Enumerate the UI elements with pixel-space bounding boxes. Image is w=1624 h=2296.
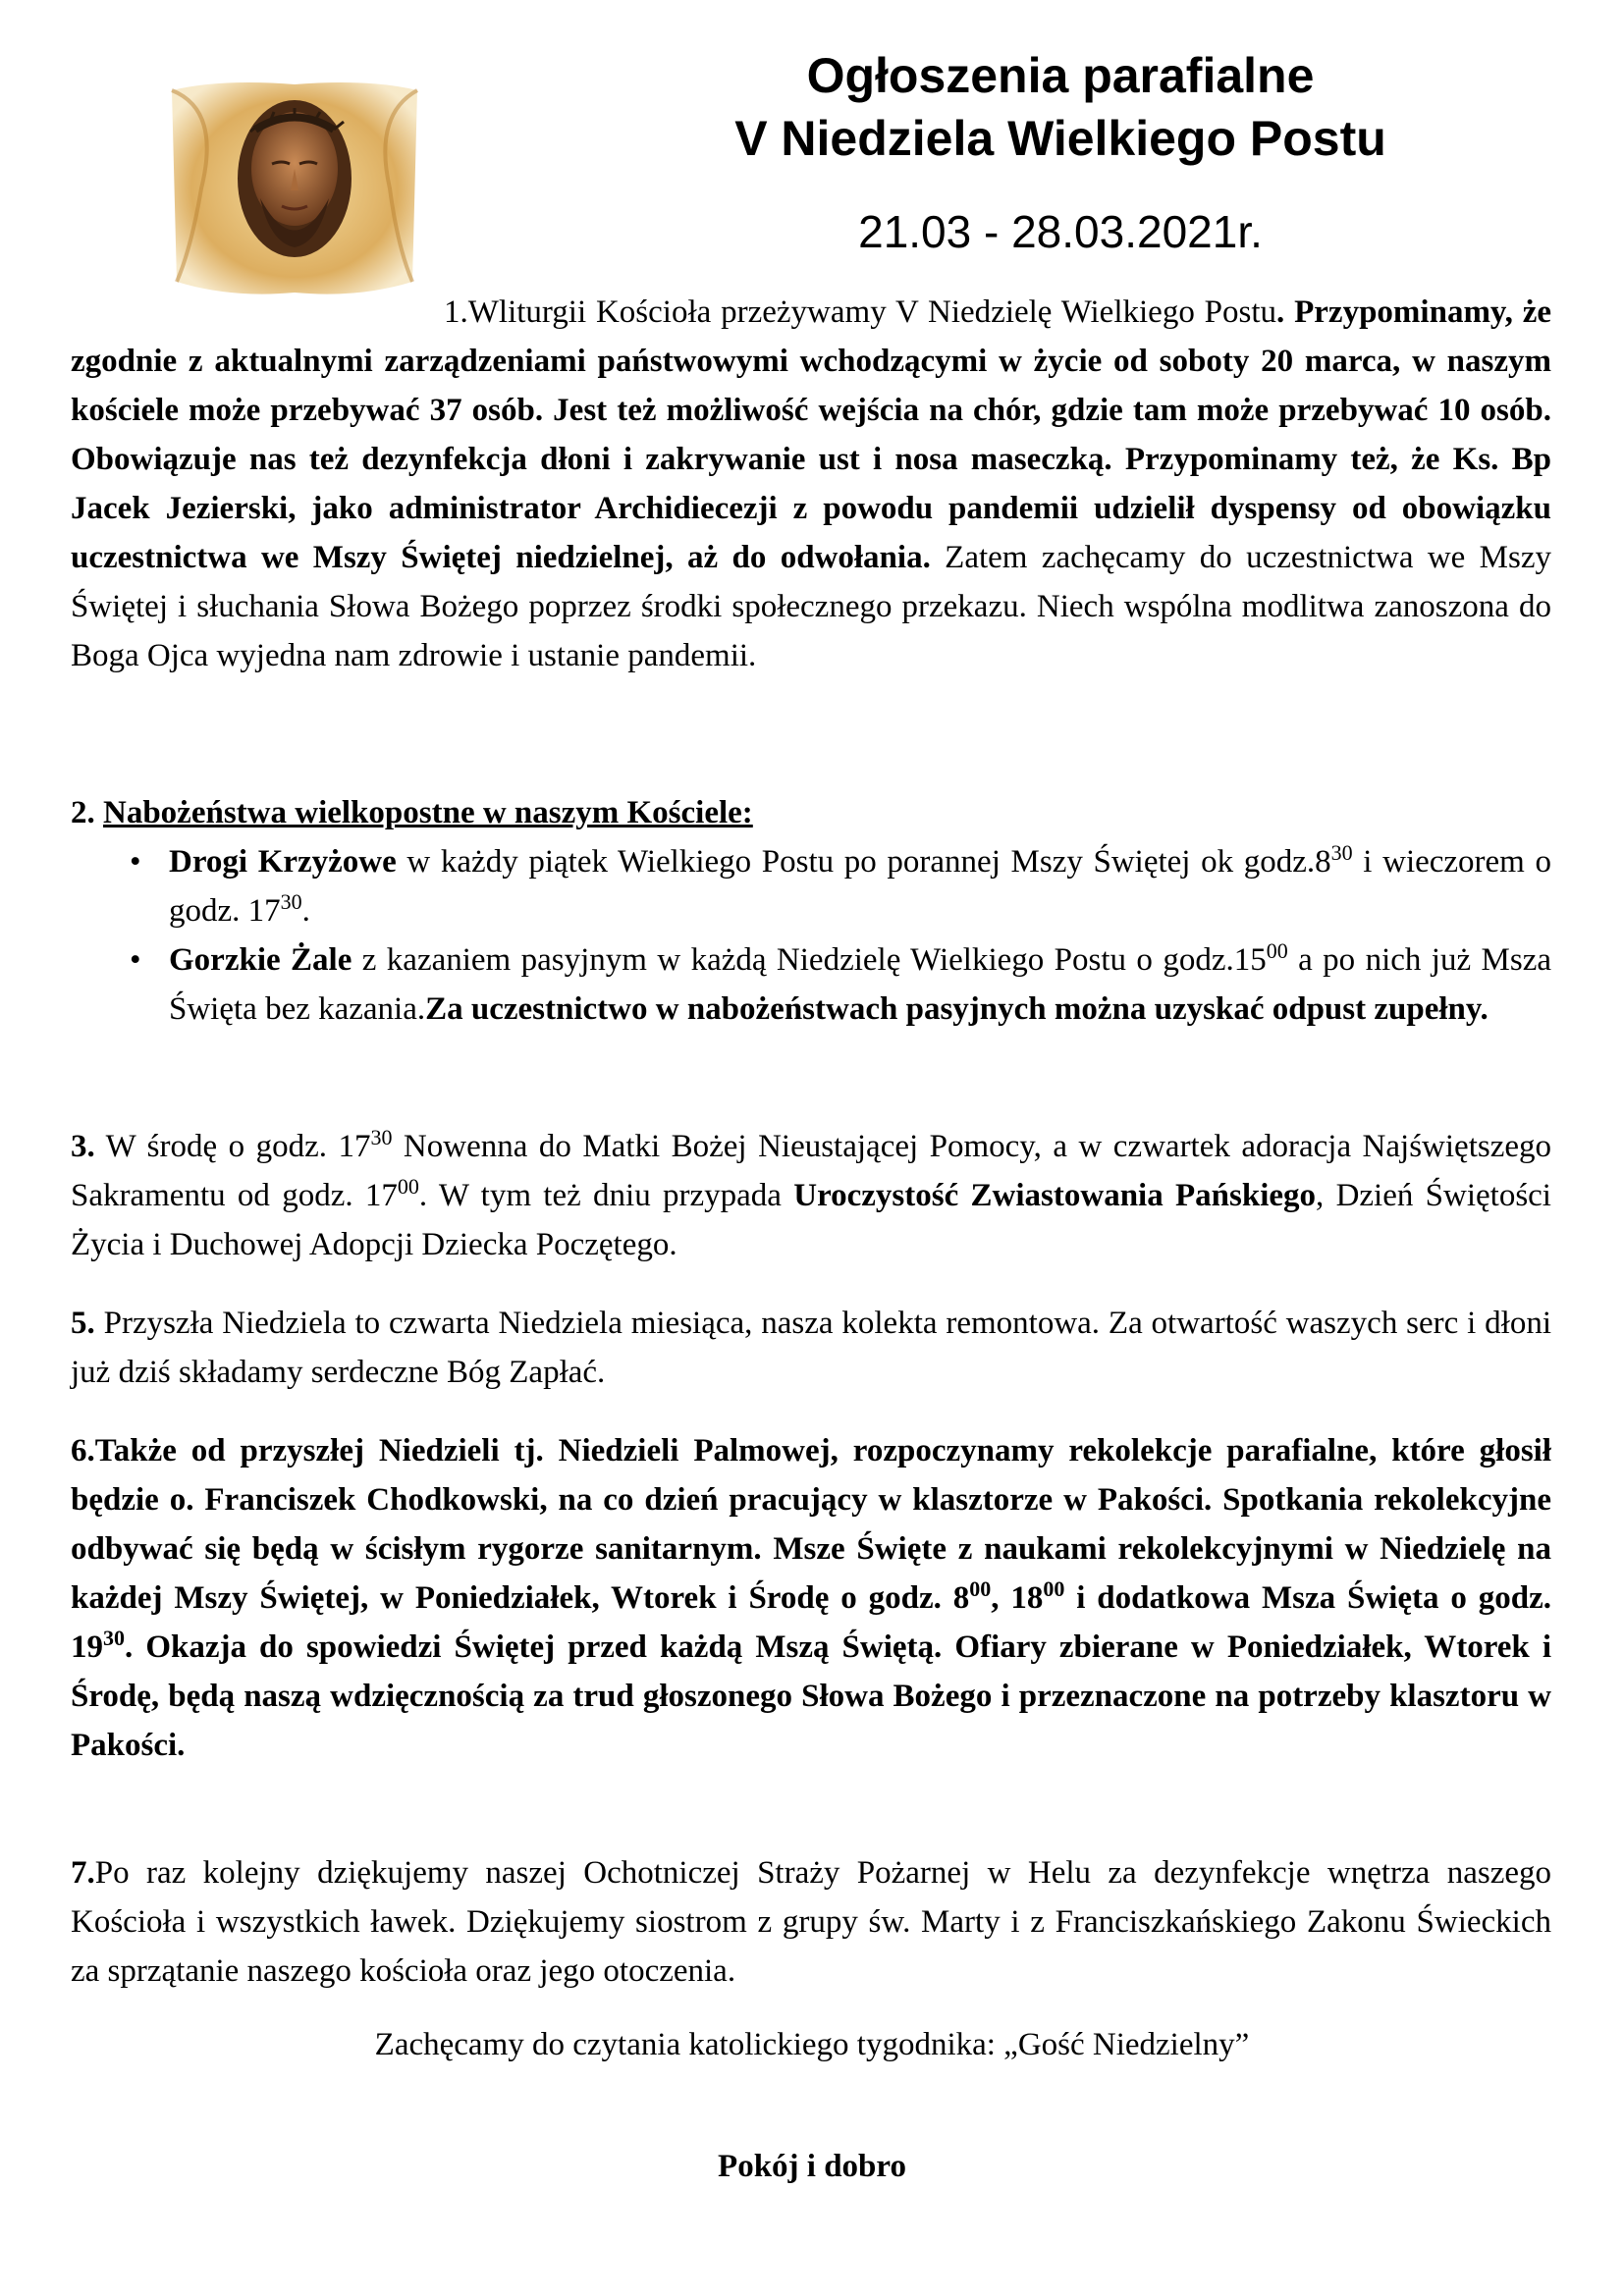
announcement-5	[71, 1299, 1551, 1397]
text: Przyszła Niedziela to czwarta Niedziela miesiąca, nasza kolekta remontowa. Za otwartość waszych serc i dłoni już dziś składamy serdeczne Bóg Zapłać.	[71, 1306, 1551, 1390]
announcement-6	[71, 1426, 1551, 1770]
bullet-icon: •	[130, 844, 141, 880]
time-minutes: 30	[280, 889, 302, 914]
text: , Dzień Świętości Życia i Duchowej Adopcji Dziecka Poczętego.	[71, 1178, 1551, 1262]
announcement-7-number: 7.	[71, 1855, 95, 1891]
text: Nowenna do Matki Bożej Nieustającej Pomocy, a w czwartek adoracja Najświętszego Sakramentu od godz. 17	[71, 1129, 1551, 1213]
announcement-1-lead: Wliturgii Kościoła przeżywamy V Niedzielę Wielkiego Postu	[467, 294, 1277, 330]
time-minutes: 00	[969, 1576, 992, 1601]
devotion-text: i wieczorem o godz. 17	[169, 844, 1551, 929]
devotion-name: Gorzkie Żale	[169, 942, 352, 978]
announcement-1-rest: Zatem zachęcamy do uczestnictwa we Mszy Świętej i słuchania Słowa Bożego poprzez środki społecznego przekazu. Niech wspólna modlitwa zanoszona do Boga Ojca wyjedna nam zdrowie i ustanie pandemii.	[71, 540, 1551, 673]
text: . W tym też dniu przypada	[418, 1178, 794, 1213]
indulgence-note: Za uczestnictwo w nabożeństwach pasyjnych można uzyskać odpust zupełny.	[425, 991, 1489, 1027]
list-item-bitter-lamentations	[71, 935, 1551, 1034]
announcement-2-number: 2.	[71, 795, 103, 830]
devotion-text: w każdy piątek Wielkiego Postu po porannej Mszy Świętej ok godz.8	[396, 844, 1331, 880]
announcement-3-number: 3.	[71, 1129, 95, 1164]
text: Po raz kolejny dziękujemy naszej Ochotniczej Straży Pożarnej w Helu za dezynfekcje wnętrza naszego Kościoła i wszystkich ławek. Dziękujemy siostrom z grupy św. Marty i z Franciszkańskiego Zakonu Świeckich za sprzątanie naszego kościoła oraz jego otoczenia.	[71, 1855, 1551, 1989]
devotions-list	[71, 837, 1551, 1034]
devotion-name: Drogi Krzyżowe	[169, 844, 397, 880]
date-range: 21.03 - 28.03.2021r.	[858, 206, 1263, 257]
announcement-2-heading: Nabożeństwa wielkopostne w naszym Kościele:	[103, 795, 753, 830]
list-item-stations-of-cross	[71, 837, 1551, 935]
text: i dodatkowa Msza Święta o godz. 19	[71, 1580, 1551, 1665]
announcement-3	[71, 1122, 1551, 1269]
time-minutes: 30	[370, 1125, 393, 1149]
announcement-7	[71, 1848, 1551, 1996]
text: . Okazja do spowiedzi Świętej przed każdą Mszą Świętą. Ofiary zbierane w Poniedziałek, Wtorek i Środę, będą naszą wdzięcznością za trud głoszonego Słowa Bożego i przeznaczone na potrzeby klasztoru w Pakości.	[71, 1629, 1551, 1763]
devotion-text: z kazaniem pasyjnym w każdą Niedzielę Wielkiego Postu o godz.15	[352, 942, 1267, 978]
closing-greeting: Pokój i dobro	[718, 2149, 906, 2184]
announcement-1-bold: . Przypominamy, że zgodnie z aktualnymi zarządzeniami państwowymi wchodzącymi w życie od soboty 20 marca, w naszym kościele może przebywać 37 osób. Jest też możliwość wejścia na chór, gdzie tam może przebywać 10 osób. Obowiązuje nas też dezynfekcja dłoni i zakrywanie ust i nosa maseczką. Przypominamy też, że Ks. Bp Jacek Jezierski, jako administrator Archidiecezji z powodu pandemii udzielił dyspensy od obowiązku uczestnictwa we Mszy Świętej niedzielnej, aż do odwołania.	[71, 294, 1551, 575]
time-minutes: 30	[103, 1626, 125, 1650]
feast-name: Uroczystość Zwiastowania Pańskiego	[793, 1178, 1317, 1213]
bullet-icon: •	[130, 942, 141, 978]
devotion-text: a po nich już Msza Święta bez kazania.	[169, 942, 1551, 1027]
announcement-1	[71, 288, 1551, 680]
time-minutes: 00	[1266, 938, 1288, 963]
time-minutes: 00	[1043, 1576, 1065, 1601]
announcement-2-heading-line	[71, 788, 1551, 837]
page-subtitle: V Niedziela Wielkiego Postu	[734, 111, 1386, 166]
announcement-5-number: 5.	[71, 1306, 95, 1341]
devotion-text: .	[301, 893, 310, 929]
time-minutes: 00	[397, 1174, 419, 1199]
text: , 18	[991, 1580, 1044, 1616]
announcement-1-number: 1.	[444, 294, 468, 330]
page-title: Ogłoszenia parafialne	[806, 48, 1315, 103]
time-minutes: 30	[1330, 840, 1353, 865]
text: 6.Także od przyszłej Niedzieli tj. Niedzieli Palmowej, rozpoczynamy rekolekcje parafialne, które głosił będzie o. Franciszek Chodkowski, na co dzień pracujący w klasztorze w Pakości. Spotkania rekolekcyjne odbywać się będą w ścisłym rygorze sanitarnym. Msze Święte z naukami rekolekcyjnymi w Niedzielę na każdej Mszy Świętej, w Poniedziałek, Wtorek i Środę o godz. 8	[71, 1433, 1551, 1616]
holy-face-veil-image	[162, 71, 427, 306]
reading-invitation: Zachęcamy do czytania katolickiego tygodnika: „Gość Niedzielny”	[374, 2027, 1250, 2062]
text: W środę o godz. 17	[94, 1129, 371, 1164]
